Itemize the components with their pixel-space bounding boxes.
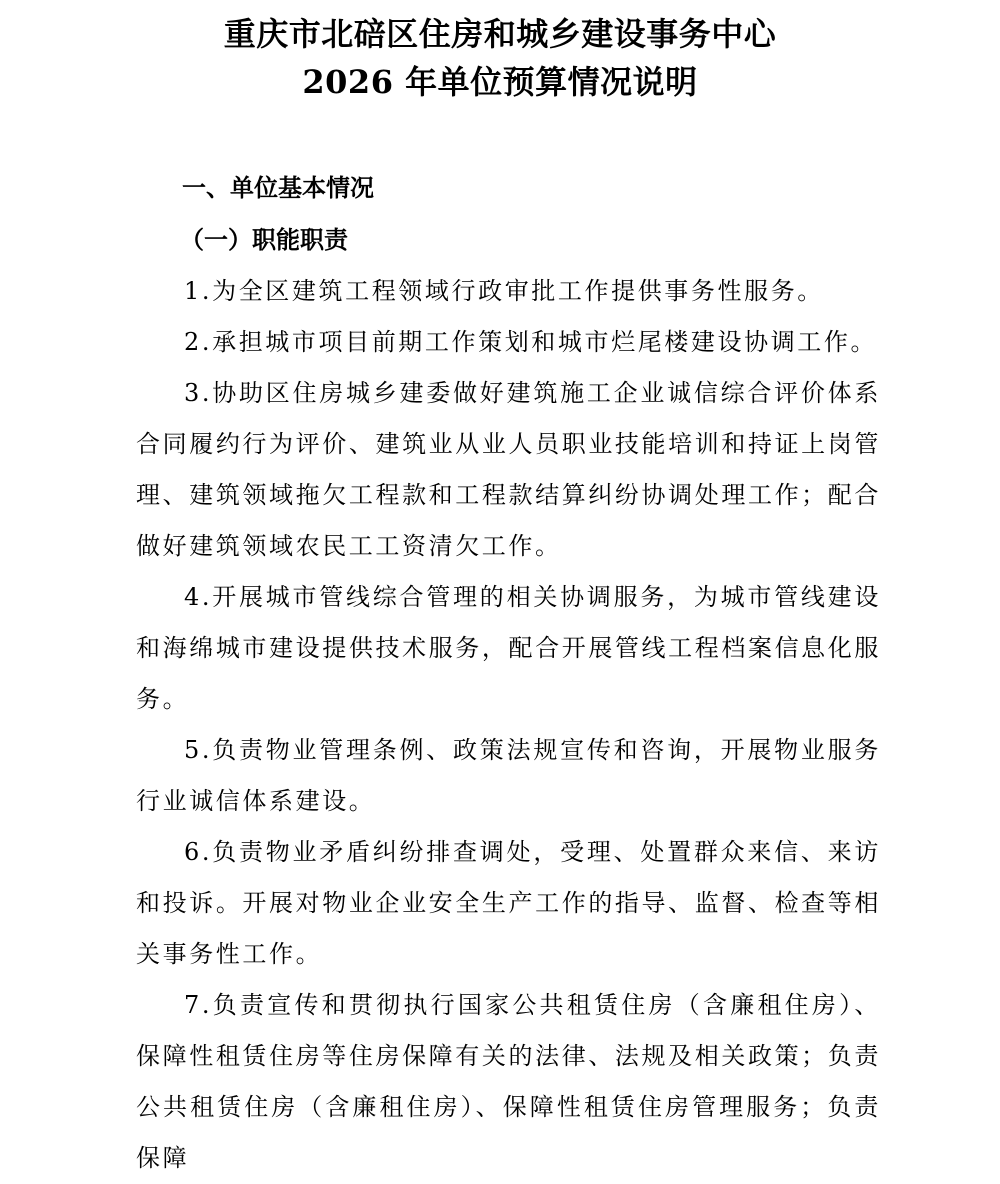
document-title-line-2: 2026 年单位预算情况说明 [302,63,698,101]
duty-paragraph-1: 1.为全区建筑工程领域行政审批工作提供事务性服务。 [184,277,824,305]
duty-paragraph-2: 2.承担城市项目前期工作策划和城市烂尾楼建设协调工作。 [184,328,878,356]
duty-paragraph-5: 5.负责物业管理条例、政策法规宣传和咨询，开展物业服务行业诚信体系建设。 [136,736,881,815]
section-heading-basic-info: 一、单位基本情况 [182,174,374,202]
duty-paragraph-3: 3.协助区住房城乡建委做好建筑施工企业诚信综合评价体系合同履约行为评价、建筑业从业人员职业技能培训和持证上岗管理、建筑领域拖欠工程款和工程款结算纠纷协调处理工作；配合做好建筑领域农民工工资清欠工作。 [136,379,881,560]
duty-paragraph-7: 7.负责宣传和贯彻执行国家公共租赁住房（含廉租住房）、保障性租赁住房等住房保障有关的法律、法规及相关政策；负责公共租赁住房（含廉租住房）、保障性租赁住房管理服务；负责保障 [136,991,881,1172]
duty-paragraph-4: 4.开展城市管线综合管理的相关协调服务，为城市管线建设和海绵城市建设提供技术服务，配合开展管线工程档案信息化服务。 [136,583,881,713]
duty-paragraph-6: 6.负责物业矛盾纠纷排查调处，受理、处置群众来信、来访和投诉。开展对物业企业安全生产工作的指导、监督、检查等相关事务性工作。 [136,838,881,968]
subsection-heading-duties: （一）职能职责 [180,225,348,254]
document-title-line-1: 重庆市北碚区住房和城乡建设事务中心 [223,15,777,53]
duties-body [136,266,881,1184]
